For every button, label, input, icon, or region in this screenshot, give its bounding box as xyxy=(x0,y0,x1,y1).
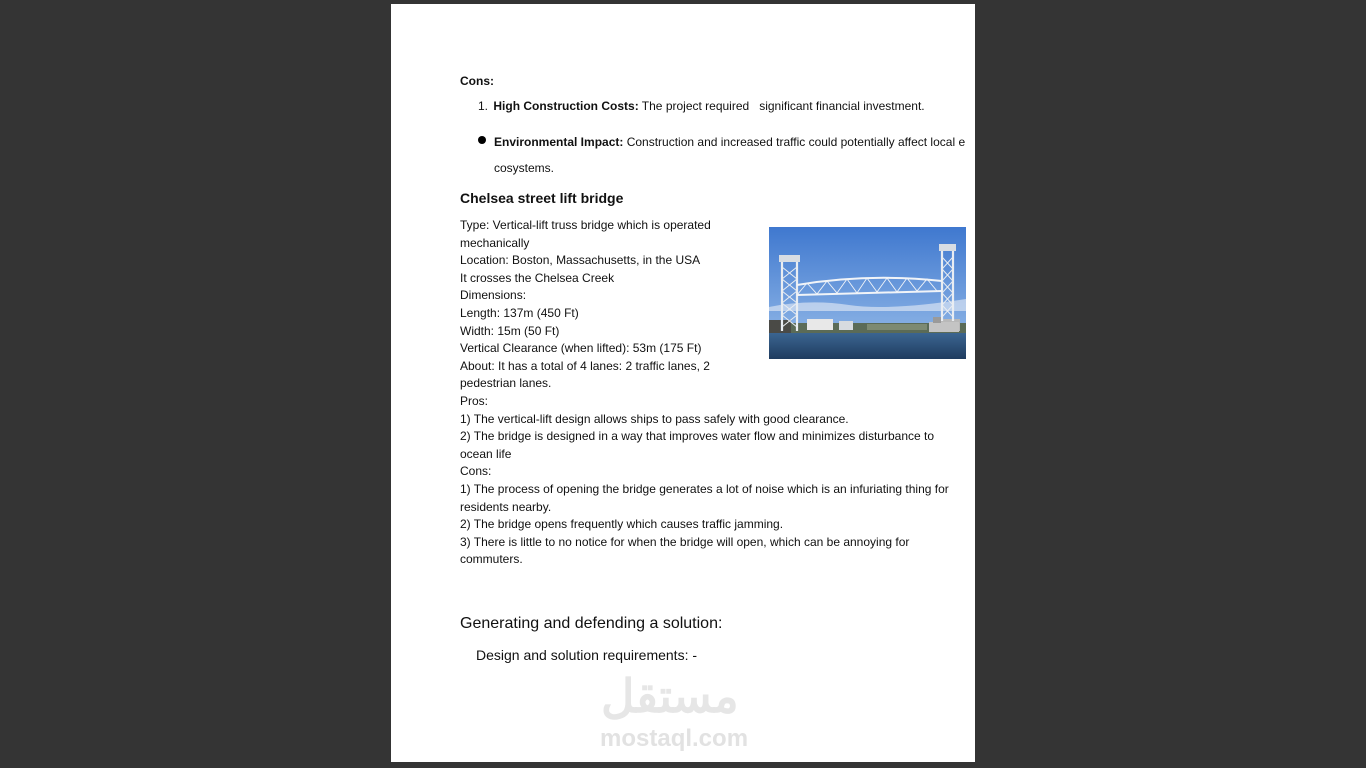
item-text-continuation: cosystems. xyxy=(494,161,555,175)
detail-line: Width: 15m (50 Ft) xyxy=(460,323,560,338)
detail-line: commuters. xyxy=(460,552,523,567)
detail-line: Length: 137m (450 Ft) xyxy=(460,305,579,320)
list-number: 1. xyxy=(478,99,489,113)
detail-line: Vertical Clearance (when lifted): 53m (175 Ft) xyxy=(460,341,702,356)
detail-line: 1) The process of opening the bridge generates a lot of noise which is an infuriating thing for xyxy=(460,481,949,496)
detail-line: residents nearby. xyxy=(460,499,552,514)
item-label: Environmental Impact: xyxy=(494,135,624,149)
item-text: Construction and increased traffic could potentially affect local e xyxy=(623,135,966,149)
detail-line: Cons: xyxy=(460,464,492,479)
detail-line: 3) There is little to no notice for when the bridge will open, which can be annoying for xyxy=(460,534,910,549)
detail-line: It crosses the Chelsea Creek xyxy=(460,270,615,285)
section-title: Chelsea street lift bridge xyxy=(460,190,624,206)
detail-line: 2) The bridge opens frequently which causes traffic jamming. xyxy=(460,517,784,532)
bridge-photo xyxy=(769,227,966,359)
bullet-icon xyxy=(478,136,486,144)
detail-line: 1) The vertical-lift design allows ships to pass safely with good clearance. xyxy=(460,411,849,426)
watermark-url: mostaql.com xyxy=(600,725,749,752)
cons-heading: Cons: xyxy=(460,74,494,88)
document-page xyxy=(391,4,975,762)
item-text: The project required significant financial investment. xyxy=(638,99,925,113)
watermark-logo: مستقل xyxy=(601,670,739,722)
item-label: High Construction Costs: xyxy=(493,99,639,113)
cons-item-environmental-impact xyxy=(494,135,965,149)
cons-item-high-construction-costs xyxy=(478,99,925,113)
detail-line: ocean life xyxy=(460,446,512,461)
detail-line: 2) The bridge is designed in a way that improves water flow and minimizes disturbance to xyxy=(460,429,935,444)
detail-line: About: It has a total of 4 lanes: 2 traffic lanes, 2 xyxy=(460,358,710,373)
detail-line: Type: Vertical-lift truss bridge which is operated xyxy=(460,218,711,232)
detail-line: pedestrian lanes. xyxy=(460,376,552,391)
solution-heading: Generating and defending a solution: xyxy=(460,615,723,632)
detail-line: mechanically xyxy=(460,235,530,250)
detail-line: Dimensions: xyxy=(460,288,527,303)
detail-line: Pros: xyxy=(460,393,489,408)
detail-line: Location: Boston, Massachusetts, in the USA xyxy=(460,253,701,268)
requirements-line: Design and solution requirements: - xyxy=(476,647,698,663)
